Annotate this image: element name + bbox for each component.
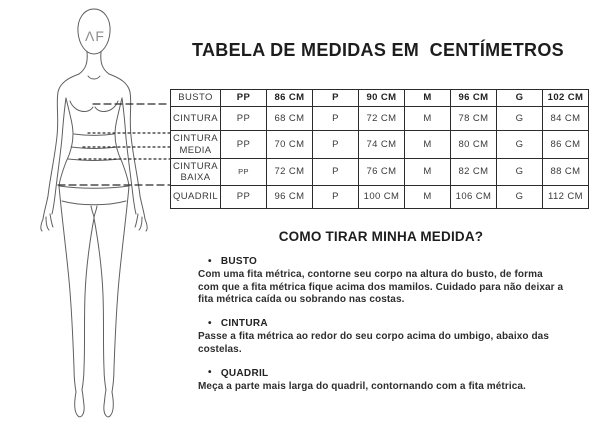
size-table-body [171,90,589,209]
instructions-title: COMO TIRAR MINHA MEDIDA? [278,229,484,244]
size-cell: G [497,159,543,186]
brand-monogram-icon: ΛF [85,28,105,44]
croquis-figure [0,0,170,439]
size-cell: 86 CM [267,90,313,107]
size-cell: G [497,90,543,107]
size-cell: 102 CM [543,90,589,107]
instruction-label: BUSTO [220,256,258,267]
size-cell: G [497,107,543,131]
size-cell: PP [221,186,267,209]
row-label: CINTURA MEDIA [171,131,221,159]
size-table [170,89,589,209]
size-cell: G [497,186,543,209]
instruction-label: CINTURA [220,318,268,330]
bullet-icon: • [208,255,212,267]
instruction-heading [208,318,564,329]
table-row [171,159,589,186]
size-cell: 70 CM [267,131,313,159]
instructions-list [198,256,564,393]
row-label: BUSTO [171,90,221,107]
size-cell: 76 CM [359,159,405,186]
row-label: CINTURA [171,107,221,131]
bullet-icon: • [208,317,212,329]
size-cell: PP [221,107,267,131]
table-row [171,107,589,131]
size-cell: 82 CM [451,159,497,186]
body-outline [41,9,147,417]
instructions-section [198,229,564,404]
size-cell: M [405,131,451,159]
table-row [171,186,589,209]
instruction-item [198,368,564,394]
size-cell: 90 CM [359,90,405,107]
size-cell: 96 CM [267,186,313,209]
row-label: QUADRIL [171,186,221,209]
size-cell: 78 CM [451,107,497,131]
size-cell: 72 CM [267,159,313,186]
size-cell: PP [221,131,267,159]
size-cell: M [405,159,451,186]
row-label: CINTURA BAIXA [171,159,221,186]
size-cell: 112 CM [543,186,589,209]
size-cell: M [405,186,451,209]
measurement-lines [58,104,170,185]
size-cell: P [313,107,359,131]
size-cell: P [313,90,359,107]
size-cell: P [313,131,359,159]
table-row [171,90,589,107]
size-cell: 72 CM [359,107,405,131]
bullet-icon: • [208,367,212,379]
size-cell: 106 CM [451,186,497,209]
size-cell: 68 CM [267,107,313,131]
size-cell: G [497,131,543,159]
size-cell: 86 CM [543,131,589,159]
size-cell: 80 CM [451,131,497,159]
instruction-text: Passe a fita métrica ao redor do seu corpo acima do umbigo, abaixo das costelas. [198,331,549,355]
size-cell: PP [221,90,267,107]
instruction-text: Meça a parte mais larga do quadril, contornando com a fita métrica. [198,380,526,392]
size-cell: 100 CM [359,186,405,209]
size-cell: 84 CM [543,107,589,131]
page-title: TABELA DE MEDIDAS EM CENTÍMETROS [192,40,564,60]
size-cell: M [405,90,451,107]
table-row [171,131,589,159]
size-cell: 96 CM [451,90,497,107]
instruction-label: QUADRIL [220,367,269,379]
instruction-text: Com uma fita métrica, contorne seu corpo na altura do busto, de forma com que a fita métrica fique acima dos mamilos. Cuidado para não deixar a fita métrica caída ou sobrando nas costas. [198,269,564,306]
size-cell: PP [221,159,267,186]
size-cell: P [313,186,359,209]
instruction-heading [208,368,564,379]
size-cell: 74 CM [359,131,405,159]
instruction-item [198,318,564,356]
size-cell: M [405,107,451,131]
size-cell: 88 CM [543,159,589,186]
instruction-heading [208,256,564,267]
instruction-item [198,256,564,307]
size-cell: P [313,159,359,186]
